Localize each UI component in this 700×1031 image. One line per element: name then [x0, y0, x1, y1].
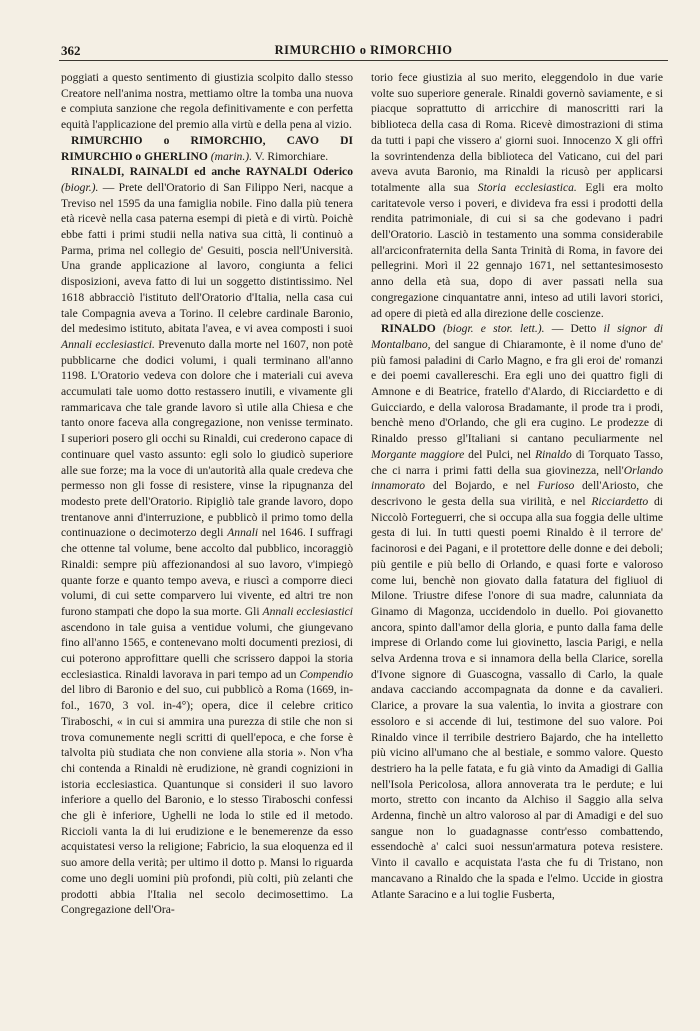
italic-title: Annali ecclesiastici.: [61, 337, 155, 351]
paragraph-continuation: [371, 70, 663, 321]
paragraph-text: poggiati a questo sentimento di giustizia scolpito dallo stesso Creatore nell'anima nostra, mettiamo oltre la tomba una nuova e compiuta sanzione che regola definitivamente e con perfetta equità l'applicazione del premio alla virtù e della pena al vizio.: [61, 71, 353, 132]
entry-text: — Detto: [544, 322, 604, 336]
paragraph-text: torio fece giustizia al suo merito, eleggendolo in due varie volte suo superiore generale. Rinaldi governò saviamente, e si piacque soprattutto di arricchire di manoscritti rari la biblioteca della casa di Roma. Ricevè dimostrazioni di stima da tutti i papi che vissero a' giorni suoi. Innocenzo X gli offrì la sovrintendenza della biblioteca del Vaticano, cui del pari aveva avuta Baronio, ma Rinaldi la ricusò per applicarsi totalmente alla sua: [371, 71, 663, 194]
page-header: [59, 40, 668, 61]
running-head: RIMURCHIO o RIMORCHIO: [274, 43, 453, 57]
entry-rinaldo: [371, 321, 663, 902]
left-column: [61, 70, 353, 918]
entry-text: Prevenuto dalla morte nel 1607, non potè pubblicarne che dodici volumi, i quali terminano all'anno 1198. L'Oratorio vedeva con dolore che i materiali cui aveva accumulati tale uomo dotto restassero inutili, e vivamente gli rammaricava che tale grande lavoro sì utile alla Chiesa e che tanto onore faceva alla congregazione, non venisse terminato. I superiori posero gli occhi su Rinaldi, cui crederono capace di continuare quel vasto assunto: egli solo lo giudicò superiore alle sue forze; ma la voce di un'autorità alla quale credeva che permesso non gli fosse di resistere, vinse la ripugnanza del modesto prete dell'Oratorio. Ripigliò tale grande lavoro, dopo trentanove anni d'interruzione, e pubblicò il primo tomo della continuazione o decimoterzo degli: [61, 337, 353, 540]
entry-text: di Torquato Tasso, che ci narra i primi fatti della sua giovinezza, nell': [371, 447, 664, 477]
entry-headword: RIMURCHIO o RIMORCHIO, CAVO DI RIMURCHIO o GHERLINO: [61, 133, 353, 163]
entry-rimurchio: [61, 133, 353, 164]
italic-title: il signor di Montalbano,: [371, 322, 663, 351]
entry-category: (marin.).: [210, 149, 252, 163]
entry-text: dell'Ariosto, che descrivono le gesta della sua virilità, e nel: [371, 479, 663, 508]
entry-text: nel 1646. I suffragi che ottenne tal volume, bene accolto dal pubblico, incoraggiò Rinaldi: sempre più affezionandosi al suo lavoro, v'impiegò quante forze e quanto tempo aveva, e riuscì a comporre dieci volumi, di cui sette comparvero lui vivente, ed altri tre non furono stampati che dopo la sua morte. Gli: [61, 526, 353, 618]
right-column: [371, 70, 663, 902]
entry-text: ascendono in tale guisa a ventidue volumi, che giungevano fino all'anno 1565, e contenevano molti documenti preziosi, di cui poterono approfittare quelli che scrissero dappoi la storia ecclesiastica. Rinaldi lavorava in pari tempo ad un: [61, 620, 353, 681]
page-number: 362: [61, 43, 81, 58]
paragraph-text: Egli era molto caritatevole verso i poveri, e divideva fra essi i prodotti della rendita patrimoniale, di cui si sa che godevano i padri dell'Oratorio. Lasciò in testamento una somma considerabile all'arciconfraternita della Santa Trinità di Roma, in favore dei pellegrini. Morì il 22 gennajo 1671, nel settantesimosesto anno della età sua, dopo di aver passati nella sua congregazione cinquantatre anni, inteso ad utili lavori storici, ad opere di pietà ed alla direzione delle coscienze.: [371, 180, 663, 320]
entry-headword: RINALDI, RAINALDI ed anche RAYNALDI Oderico: [71, 165, 353, 179]
italic-title: Rinaldo: [535, 447, 572, 461]
italic-title: Ricciardetto: [591, 494, 649, 508]
italic-title: Furioso: [537, 479, 575, 493]
italic-title: Morgante maggiore: [371, 447, 465, 461]
entry-headword: RINALDO: [381, 322, 436, 336]
entry-rinaldi: [61, 164, 353, 918]
entry-text: del libro di Baronio e del suo, cui pubblicò a Roma (1669, in-fol., 1670, 3 vol. in-4°); opera, dice il celebre critico Tiraboschi, « in cui si ammira una purezza di stile che non si trova comunemente negli scritti di quell'epoca, e che forse è talvolta più studiata che non conviene alla storia ». Non v'ha chi contenda a Rinaldi nè erudizione, nè grandi cognizioni in istoria ecclesiastica. Quantunque si consideri il suo lavoro inferiore a quello del Baronio, e lo stesso Tiraboschi confessi che gli è inferiore, Ughelli ne loda lo stile ed il metodo. Riccioli vanta la di lui erudizione e le benemerenze da esso acquistatesi verso la religione; Fabricio, la sua eloquenza ed il suo amore della verità; per ultimo il dotto p. Mansi lo riguarda come uno degli uomini più profondi, più colti, più zelanti che prodotti abbia l'Italia nel secolo decimosettimo. La Congregazione dell'Ora-: [61, 683, 353, 917]
entry-text: del sangue di Chiaramonte, è il nome d'uno de' più famosi paladini di Carlo Magno, e fra gli eroi de' romanzi e dei poemi cavallereschi. Era egli uno dei quattro figli di Amnone e di Beatrice, fratello d'Alardo, di Ricciardetto e di Guicciardo, e della valorosa Bradamante, il prode tra i prodi, benchè meno d'Orlando, che gli era cugino. Le prodezze di Rinaldo presso gl'Italiani si cantano peculiarmente nel: [371, 337, 663, 446]
entry-category: (biogr.).: [61, 180, 99, 194]
paragraph-continuation: [61, 70, 353, 133]
italic-title: Storia ecclesiastica.: [477, 180, 577, 194]
entry-text: di Niccolò Forteguerri, che si occupa alla sua foggia delle ultime gesta di lui. In tutti questi poemi Rinaldo è il terrore de' facinorosi e dei Pagani, e il protettore delle donne e dei deboli; più gentile e più bello di Orlando, e quasi forte e valoroso come lui, benchè non giovato dalla fatatura del figliuol di Milone. Triustre difese l'onore di sua madre, calunniata da Ginamo di Magonza, uccidendolo in duello. Poi giovanetto ancora, spinto dall'amor della gloria, e punto dalla fama delle imprese di Orlando come lui giovinetto, lascia Parigi, e nella selva Ardenna trova e si innamora della bella Clarice, sorella d'Ivone signore di Guascogna, vassallo di Carlo, la quale andava cacciando accompagnata da donne e da cavalieri. Clarice, a provare la sua valentìa, lo invita a giostrare con essoloro e si accende di lui, testimone del suo valore. Poi Rinaldo vince il terribile destriero Bajardo, che ha intelletto più vicino all'umano che al bestiale, e sommo valore. Questo destriero ha la pelle fatata, e fu già vinto da Amadigi di Gallia nell'Isola Pericolosa, allora annoverata tra le perdute; e lui morto, stretto con incanto da Alchiso il Saggio alla selva Ardenna, finchè un altro valoroso al par di Amadigi e del suo sangue non lo guadagnasse contr'esso combattendo, essendochè a' calci suoi nessun'armatura poteva resistere. Vinto il cavallo e acquistata l'asta che fu di Tristano, non mancavano a Rinaldo che la spada e l'elmo. Uccide in giostra Atlante Saracino e a lui toglie Fusberta,: [371, 494, 663, 901]
entry-text: — Prete dell'Oratorio di San Filippo Neri, nacque a Treviso nel 1595 da una famiglia nobile. Fino dalla più tenera età ricevè nella casa paterna esempi di pietà e di virtù. Poichè ebbe fatti i primi studii nella nativa sua città, li continuò a Parma, prima nel collegio de' Gesuiti, poscia nell'Università. Una grande applicazione al lavoro, congiunta a felici disposizioni, aveva fatto di lui un soggetto distintissimo. Nel 1618 abbracciò l'istituto dell'Oratorio d'Italia, nella casa cui tale Compagnia aveva a Torino. Il celebre cardinale Baronio, del medesimo istituto, abitata l'avea, e vi avea composti i suoi: [61, 180, 353, 336]
italic-title: Annali: [227, 526, 259, 540]
italic-title: Orlando innamorato: [371, 463, 663, 493]
entry-text: del Pulci, nel: [464, 447, 536, 461]
italic-title: Annali ecclesiastici: [262, 604, 354, 618]
entry-text: del Bojardo, e nel: [425, 479, 538, 493]
entry-text: V. Rimorchiare.: [252, 149, 329, 163]
italic-title: Compendio: [299, 667, 353, 681]
entry-category: (biogr. e stor. lett.).: [442, 322, 545, 336]
